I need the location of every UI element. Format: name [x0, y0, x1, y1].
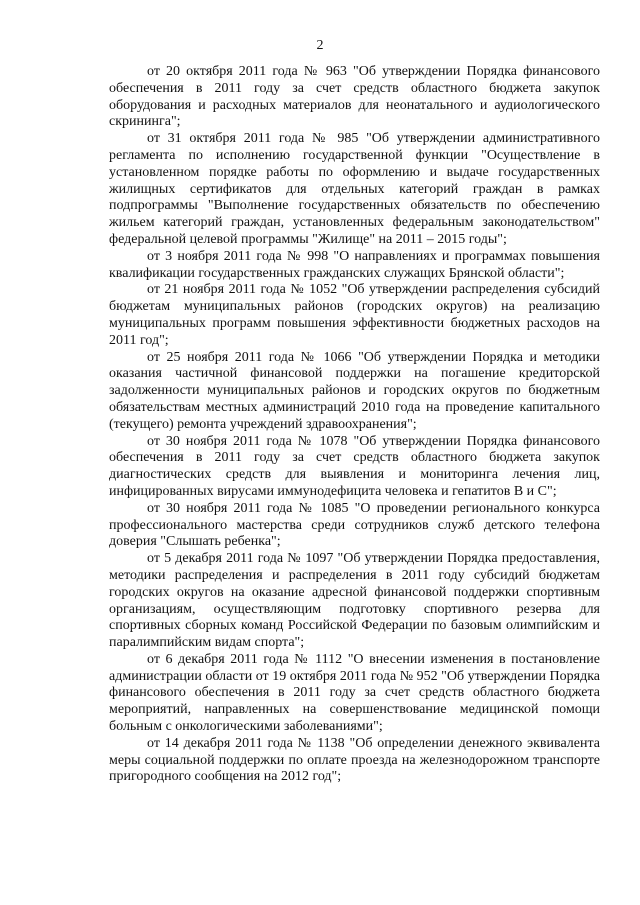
list-item: от 14 декабря 2011 года № 1138 "Об определении денежного эквивалента меры социальной поддержки по оплате проезда на железнодорожном транспорте пригородного сообщения на 2012 год";: [109, 735, 600, 785]
list-item: от 30 ноября 2011 года № 1078 "Об утверждении Порядка финансового обеспечения в 2011 году за счет средств областного бюджета закупок диагностических средств для выявления и мониторинга лечения лиц, инфицированных вирусами иммунодефицита человека и гепатитов В и С";: [109, 433, 600, 499]
list-item: от 25 ноября 2011 года № 1066 "Об утверждении Порядка и методики оказания частичной финансовой поддержки на погашение кредиторской задолженности муниципальных районов и городских округов по бюджетным обязательствам местных администраций 2010 года на проведение капитального (текущего) ремонта учреждений здравоохранения";: [109, 349, 600, 432]
list-item: от 6 декабря 2011 года № 1112 "О внесении изменения в постановление администрации области от 19 октября 2011 года № 952 "Об утверждении Порядка финансового обеспечения в 2011 году за счет средств областного бюджета мероприятий, направленных на совершенствование медицинской помощи больным с онкологическими заболеваниями";: [109, 651, 600, 735]
list-item: от 31 октября 2011 года № 985 "Об утверждении административного регламента по исполнению государственной функции "Осуществление в установленном порядке работы по оформлению и выдаче государственных жилищных сертификатов для отдельных категорий граждан в рамках подпрограммы "Выполнение государственных обязательств по обеспечению жильем категорий граждан, установленных федеральным законодательством" федеральной целевой программы "Жилище" на 2011 – 2015 годы";: [109, 131, 600, 247]
list-item: от 20 октября 2011 года № 963 "Об утверждении Порядка финансового обеспечения в 2011 году за счет средств областного бюджета закупок оборудования и расходных материалов для неонатального и аудиологического скрининга";: [109, 64, 600, 130]
list-item: от 5 декабря 2011 года № 1097 "Об утверждении Порядка предоставления, методики распределения и распределения в 2011 году субсидий бюджетам городских округов на оказание адресной финансовой поддержки спортивным организациям, осуществляющим подготовку спортивного резерва для спортивных сборных команд Российской Федерации по базовым олимпийским и паралимпийским видам спорта";: [109, 551, 600, 651]
list-item: от 30 ноября 2011 года № 1085 "О проведении регионального конкурса профессионального мастерства среди сотрудников служб детского телефона доверия "Слышать ребенка";: [109, 500, 600, 550]
document-body: [109, 64, 600, 786]
list-item: от 3 ноября 2011 года № 998 "О направлениях и программах повышения квалификации государственных гражданских служащих Брянской области";: [109, 248, 600, 281]
page-number: 2: [316, 38, 324, 53]
list-item: от 21 ноября 2011 года № 1052 "Об утверждении распределения субсидий бюджетам муниципальных районов (городских округов) на реализацию муниципальных программ повышения эффективности бюджетных расходов на 2011 год";: [109, 282, 600, 348]
